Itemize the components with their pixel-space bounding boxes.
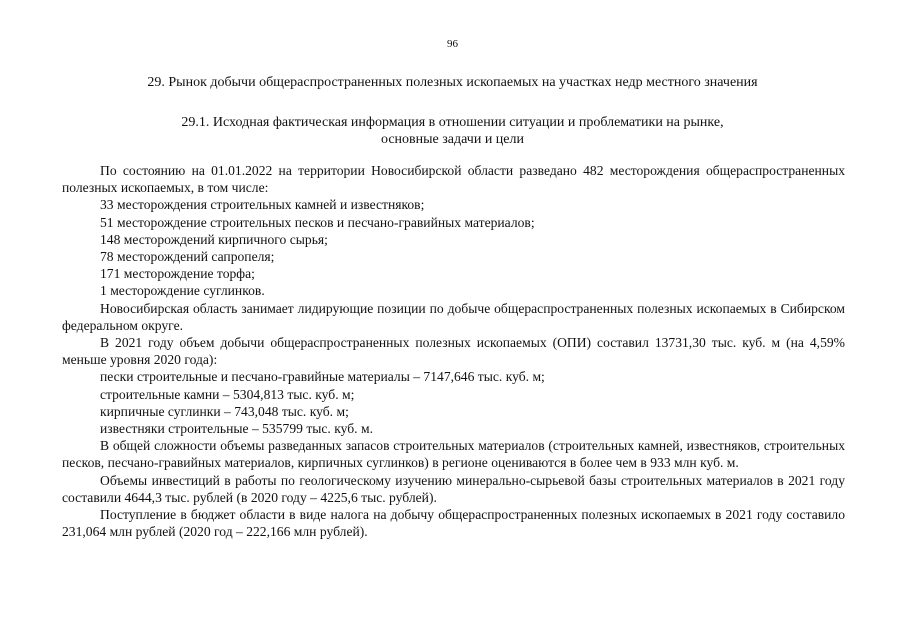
list-item: 51 месторождение строительных песков и песчано-гравийных материалов; (100, 214, 535, 230)
list-item: кирпичные суглинки – 743,048 тыс. куб. м; (100, 403, 349, 419)
subsection-title-line-2: основные задачи и цели (380, 132, 524, 147)
list-item: 171 месторождение торфа; (100, 266, 255, 282)
paragraph: Объемы инвестиций в работы по геологическому изучению минерально-сырьевой базы строительных материалов в 2021 году составили 4644,3 тыс. рублей (в 2020 году – 4225,6 тыс. рублей). (62, 472, 845, 505)
subsection-title (60, 114, 845, 148)
list-item: 1 месторождение суглинков. (100, 283, 265, 299)
list-item: строительные камни – 5304,813 тыс. куб. м; (100, 386, 355, 402)
paragraph: В общей сложности объемы разведанных запасов строительных материалов (строительных камней, известняков, строительных песков, песчано-гравийных материалов, кирпичных суглинков) в регионе оцениваются в более чем в 933 млн куб. м. (62, 438, 845, 471)
paragraph: Поступление в бюджет области в виде налога на добычу общераспространенных полезных ископаемых в 2021 году составило 231,064 млн рублей (2020 год – 222,166 млн рублей). (62, 507, 845, 540)
subsection-title-line-1: 29.1. Исходная фактическая информация в отношении ситуации и проблематики на рынке, (181, 115, 724, 130)
list-item: известняки строительные – 535799 тыс. куб. м. (100, 421, 373, 437)
paragraph: Новосибирская область занимает лидирующие позиции по добыче общераспространенных полезных ископаемых в Сибирском федеральном округе. (62, 300, 845, 333)
list-item: пески строительные и песчано-гравийные материалы – 7147,646 тыс. куб. м; (100, 369, 545, 385)
list-item: 148 месторождений кирпичного сырья; (100, 231, 328, 247)
paragraph: По состоянию на 01.01.2022 на территории Новосибирской области разведано 482 месторождения общераспространенных полезных ископаемых, в том числе: (62, 163, 845, 196)
section-title: 29. Рынок добычи общераспространенных полезных ископаемых на участках недр местного значения (147, 75, 758, 90)
paragraph: В 2021 году объем добычи общераспространенных полезных ископаемых (ОПИ) составил 13731,30 тыс. куб. м (на 4,59% меньше уровня 2020 года): (62, 335, 845, 368)
list-item: 78 месторождений сапропеля; (100, 249, 275, 265)
page-number: 96 (447, 38, 458, 50)
body-text (62, 162, 845, 540)
list-item: 33 месторождения строительных камней и известняков; (100, 197, 425, 213)
